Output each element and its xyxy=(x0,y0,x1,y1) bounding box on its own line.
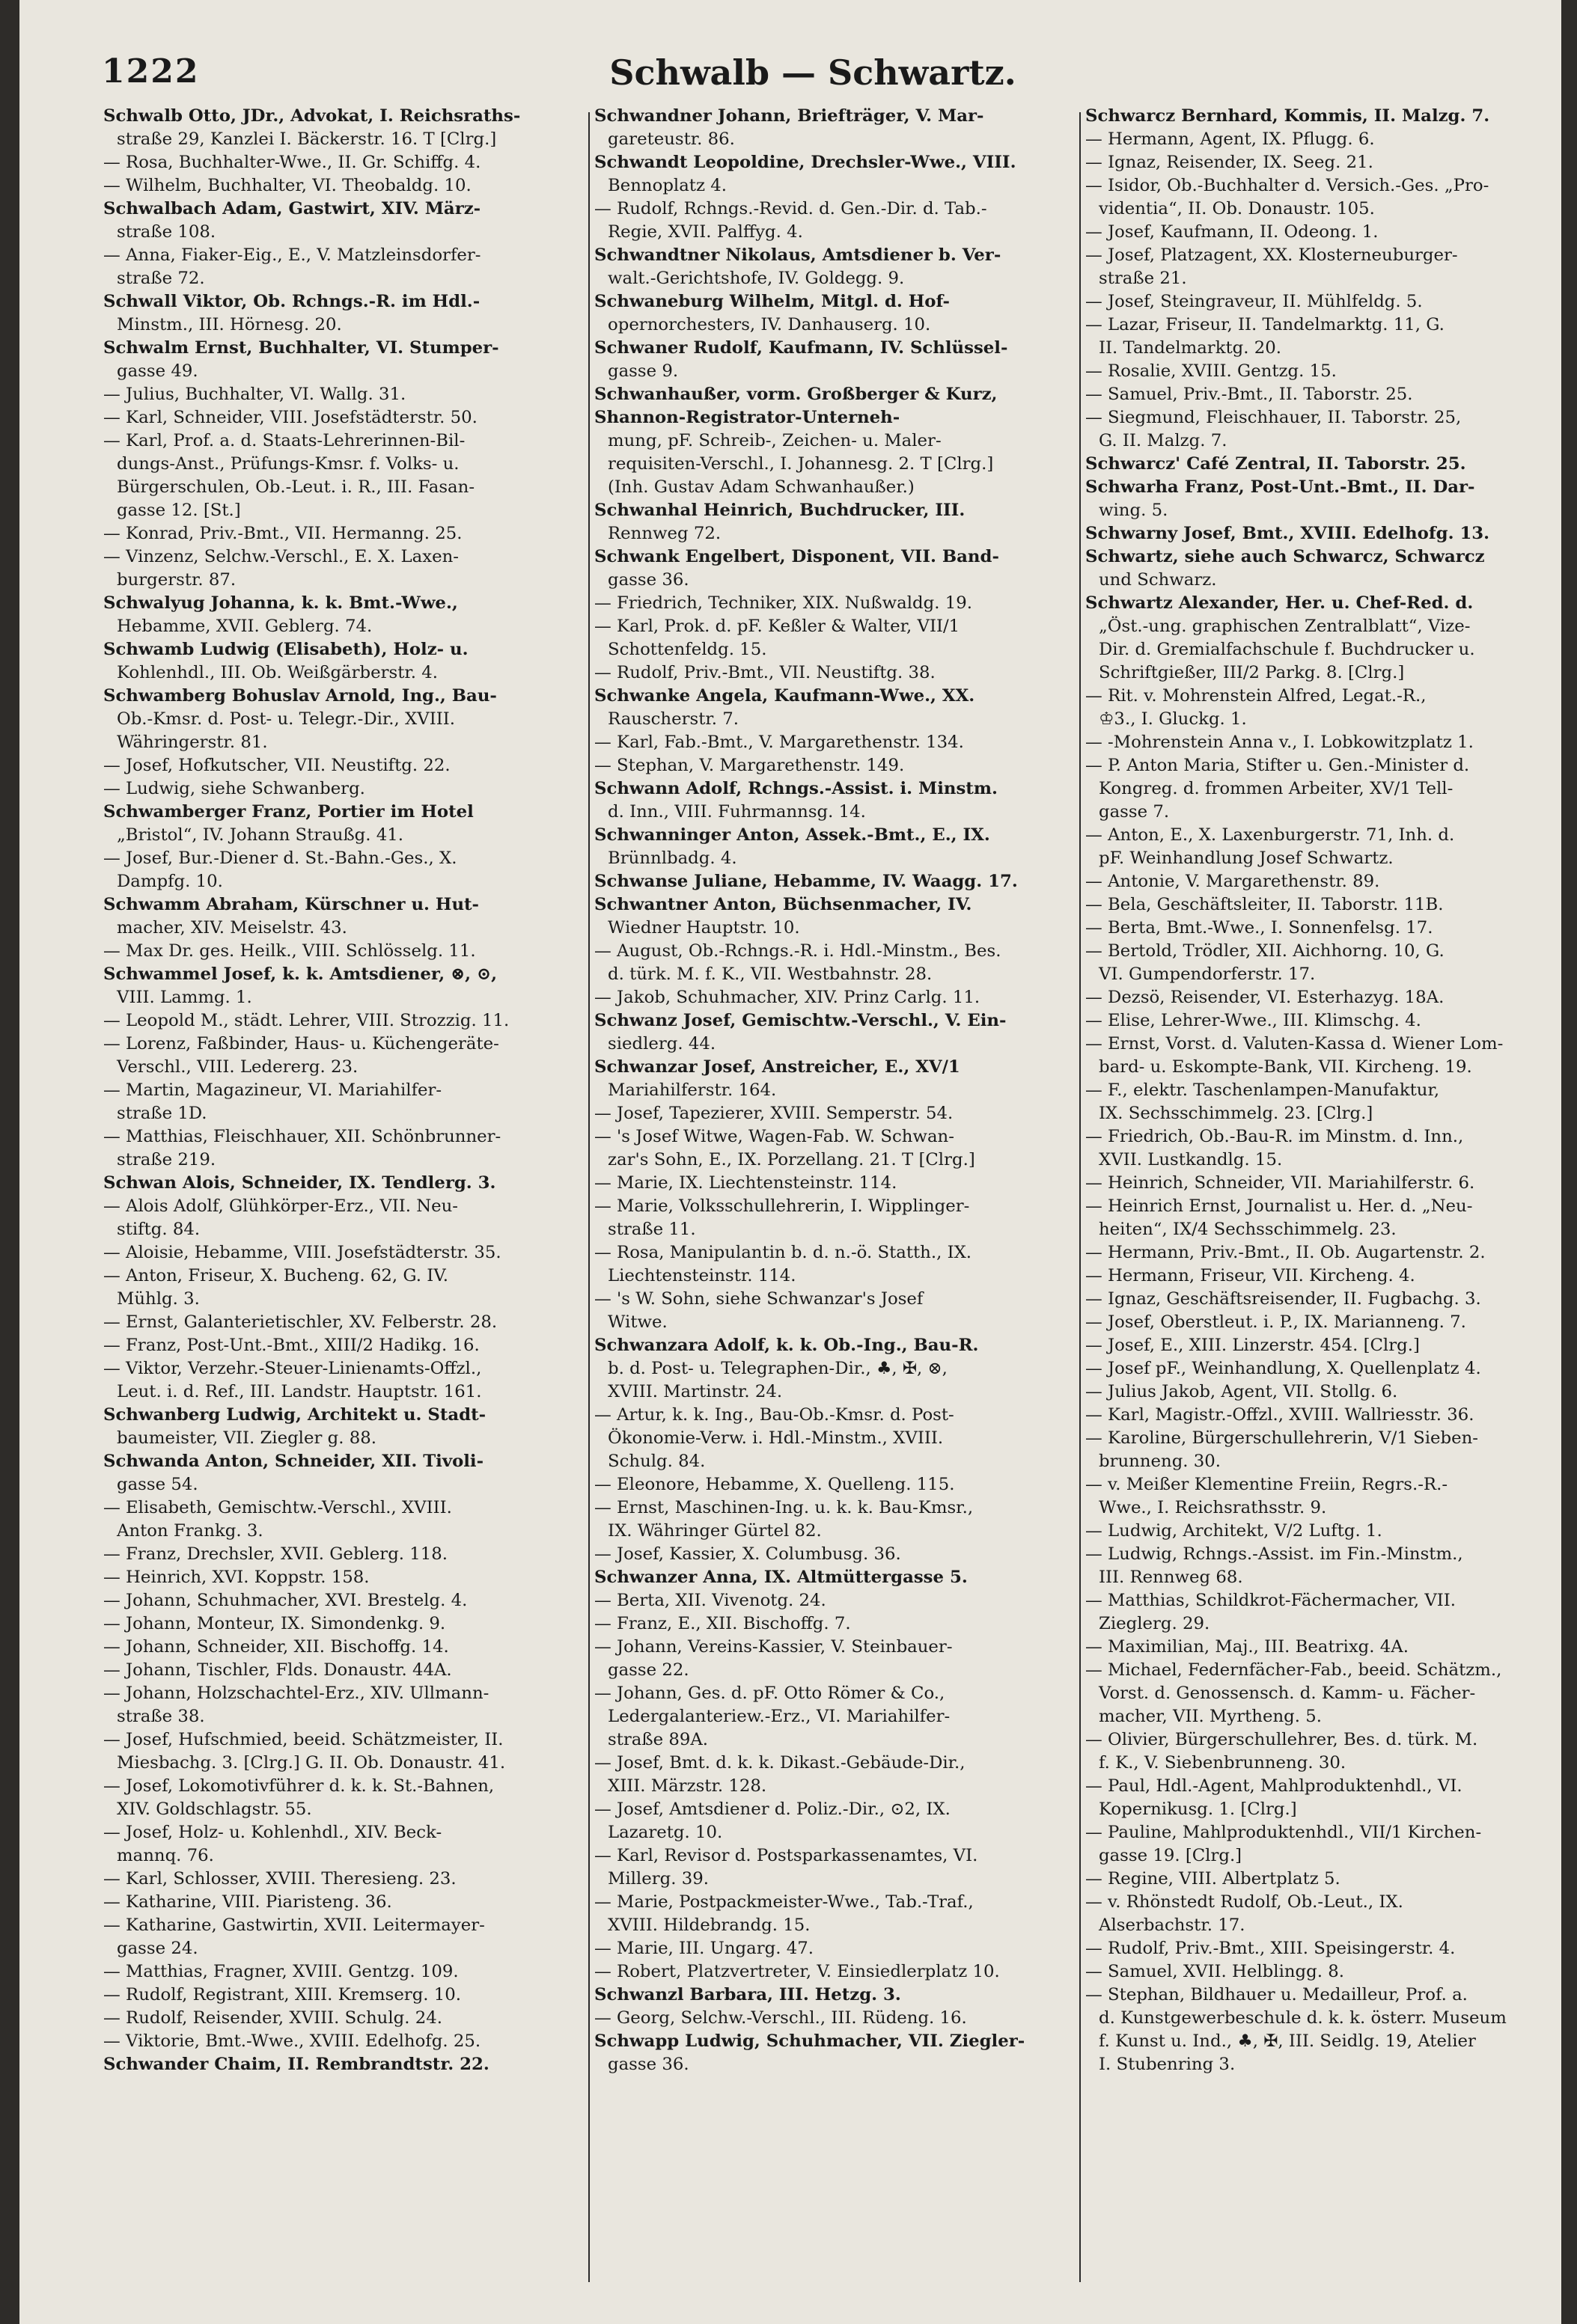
directory-entry-line: straße 1D. xyxy=(117,1104,207,1123)
directory-entry-line: Schwanke Angela, Kaufmann-Wwe., XX. xyxy=(594,686,975,706)
directory-entry-line: Schwan Alois, Schneider, IX. Tendlerg. 3. xyxy=(103,1173,496,1193)
directory-entry-line: — Marie, Postpackmeister-Wwe., Tab.-Traf., xyxy=(594,1892,974,1912)
directory-entry-line: straße 21. xyxy=(1099,269,1187,288)
directory-entry-line: — Karl, Schlosser, XVIII. Theresieng. 23. xyxy=(103,1869,457,1889)
directory-entry-line: — Konrad, Priv.-Bmt., VII. Hermanng. 25. xyxy=(103,524,463,543)
directory-entry-line: Dir. d. Gremialfachschule f. Buchdrucker u. xyxy=(1099,640,1475,659)
directory-entry-line: macher, VII. Myrtheng. 5. xyxy=(1099,1707,1322,1726)
directory-entry-line: — Marie, Volksschullehrerin, I. Wipplinger- xyxy=(594,1196,970,1216)
directory-entry-line: Kopernikusg. 1. [Clrg.] xyxy=(1099,1799,1297,1819)
directory-entry-line: pF. Weinhandlung Josef Schwartz. xyxy=(1099,848,1394,868)
directory-entry-line: — Johann, Vereins-Kassier, V. Steinbauer- xyxy=(594,1637,953,1657)
directory-entry-line: — Olivier, Bürgerschullehrer, Bes. d. türk. M. xyxy=(1085,1730,1478,1749)
directory-entry-line: — Josef, Bur.-Diener d. St.-Bahn.-Ges., X. xyxy=(103,848,457,868)
directory-entry-line: Ledergalanteriew.-Erz., VI. Mariahilfer- xyxy=(608,1707,951,1726)
directory-entry-line: — Anna, Fiaker-Eig., E., V. Matzleinsdorfer- xyxy=(103,245,481,265)
directory-entry-line: — Josef, Steingraveur, II. Mühlfeldg. 5. xyxy=(1085,292,1423,311)
directory-entry-line: stiftg. 84. xyxy=(117,1220,201,1239)
directory-entry-line: — Georg, Selchw.-Verschl., III. Rüdeng. 16. xyxy=(594,2008,967,2028)
directory-entry-line: Liechtensteinstr. 114. xyxy=(608,1266,796,1285)
directory-entry-line: Schwanz Josef, Gemischtw.-Verschl., V. Ein- xyxy=(594,1011,1007,1030)
directory-entry-line: Schwanda Anton, Schneider, XII. Tivoli- xyxy=(103,1452,484,1471)
directory-entry-line: II. Tandelmarktg. 20. xyxy=(1099,338,1282,358)
directory-entry-line: Verschl., VIII. Ledererg. 23. xyxy=(117,1057,359,1077)
directory-entry-line: „Bristol“, IV. Johann Straußg. 41. xyxy=(117,825,404,845)
directory-entry-line: gareteustr. 86. xyxy=(608,129,735,149)
directory-entry-line: — Hermann, Agent, IX. Pflugg. 6. xyxy=(1085,129,1375,149)
directory-entry-line: — Josef, Kassier, X. Columbusg. 36. xyxy=(594,1544,901,1564)
directory-entry-line: — Rit. v. Mohrenstein Alfred, Legat.-R., xyxy=(1085,686,1427,706)
directory-entry-line: Schwanberg Ludwig, Architekt u. Stadt- xyxy=(103,1405,486,1425)
directory-entry-line: — Ernst, Galanterietischler, XV. Felberstr. 28. xyxy=(103,1312,498,1332)
directory-entry-line: Schwandner Johann, Briefträger, V. Mar- xyxy=(594,106,984,126)
directory-entry-line: Schottenfeldg. 15. xyxy=(608,640,767,659)
directory-entry-line: — Alois Adolf, Glühkörper-Erz., VII. Neu- xyxy=(103,1196,459,1216)
directory-entry-line: Schwandt Leopoldine, Drechsler-Wwe., VIII. xyxy=(594,153,1016,172)
directory-entry-line: straße 11. xyxy=(608,1220,696,1239)
directory-entry-line: Schwalbach Adam, Gastwirt, XIV. März- xyxy=(103,199,481,218)
directory-entry-line: Schwanzara Adolf, k. k. Ob.-Ing., Bau-R. xyxy=(594,1336,979,1355)
directory-entry-line: mung, pF. Schreib-, Zeichen- u. Maler- xyxy=(608,431,942,450)
directory-entry-line: XIII. Märzstr. 128. xyxy=(608,1776,767,1796)
directory-entry-line: Schwank Engelbert, Disponent, VII. Band- xyxy=(594,547,999,566)
directory-entry-line: — Wilhelm, Buchhalter, VI. Theobaldg. 10. xyxy=(103,176,472,195)
directory-entry-line: — Ignaz, Reisender, IX. Seeg. 21. xyxy=(1085,153,1373,172)
directory-entry-line: Schwall Viktor, Ob. Rchngs.-R. im Hdl.- xyxy=(103,292,481,311)
directory-entry-line: d. Kunstgewerbeschule d. k. k. österr. Museum xyxy=(1099,2008,1507,2028)
directory-entry-line: macher, XIV. Meiselstr. 43. xyxy=(117,918,347,938)
directory-entry-line: — Michael, Federnfächer-Fab., beeid. Schätzm., xyxy=(1085,1660,1502,1680)
directory-entry-line: — Heinrich, XVI. Koppstr. 158. xyxy=(103,1568,370,1587)
directory-entry-line: gasse 49. xyxy=(117,361,198,381)
directory-entry-line: Schwalyug Johanna, k. k. Bmt.-Wwe., xyxy=(103,593,458,613)
directory-entry-line: — Franz, Drechsler, XVII. Geblerg. 118. xyxy=(103,1544,448,1564)
directory-entry-line: ♔3., I. Gluckg. 1. xyxy=(1099,709,1247,729)
directory-entry-line: Rennweg 72. xyxy=(608,524,722,543)
directory-entry-line: Schulg. 84. xyxy=(608,1452,706,1471)
page-header xyxy=(94,52,1531,105)
directory-entry-line: straße 219. xyxy=(117,1150,216,1169)
directory-entry-line: Schriftgießer, III/2 Parkg. 8. [Clrg.] xyxy=(1099,663,1405,682)
directory-entry-line: Millerg. 39. xyxy=(608,1869,709,1889)
directory-entry-line: — Jakob, Schuhmacher, XIV. Prinz Carlg. 11. xyxy=(594,988,980,1007)
directory-entry-line: Schwalb Otto, JDr., Advokat, I. Reichsraths- xyxy=(103,106,521,126)
directory-entry-line: — Heinrich Ernst, Journalist u. Her. d. „Neu- xyxy=(1085,1196,1473,1216)
directory-entry-line: — Julius Jakob, Agent, VII. Stollg. 6. xyxy=(1085,1382,1398,1401)
directory-entry-line: VIII. Lammg. 1. xyxy=(117,988,252,1007)
directory-entry-line: — Ernst, Vorst. d. Valuten-Kassa d. Wiener Lom- xyxy=(1085,1034,1504,1054)
directory-entry-line: dungs-Anst., Prüfungs-Kmsr. f. Volks- u. xyxy=(117,454,460,474)
directory-entry-line: — Elise, Lehrer-Wwe., III. Klimschg. 4. xyxy=(1085,1011,1421,1030)
directory-entry-line: — Josef, Lokomotivführer d. k. k. St.-Bahnen, xyxy=(103,1776,495,1796)
directory-entry-line: — Ludwig, siehe Schwanberg. xyxy=(103,779,365,798)
directory-entry-line: — Josef, Tapezierer, XVIII. Semperstr. 54. xyxy=(594,1104,954,1123)
directory-entry-line: Mariahilferstr. 164. xyxy=(608,1080,777,1100)
directory-entry-line: — Max Dr. ges. Heilk., VIII. Schlösselg. 11. xyxy=(103,941,476,961)
directory-entry-line: XVIII. Hildebrandg. 15. xyxy=(608,1915,811,1935)
directory-entry-line: — -Mohrenstein Anna v., I. Lobkowitzplatz 1. xyxy=(1085,733,1474,752)
directory-entry-line: Bennoplatz 4. xyxy=(608,176,727,195)
directory-entry-line: — Karl, Prok. d. pF. Keßler & Walter, VII/1 xyxy=(594,617,960,636)
directory-entry-line: — Eleonore, Hebamme, X. Quelleng. 115. xyxy=(594,1475,955,1494)
directory-entry-line: — Samuel, Priv.-Bmt., II. Taborstr. 25. xyxy=(1085,385,1413,404)
directory-entry-line: — Johann, Schuhmacher, XVI. Brestelg. 4. xyxy=(103,1591,468,1610)
directory-entry-line: — Matthias, Fragner, XVIII. Gentzg. 109. xyxy=(103,1962,459,1981)
directory-entry-line: — Josef, Hufschmied, beeid. Schätzmeister, II. xyxy=(103,1730,504,1749)
directory-entry-line: — Matthias, Fleischhauer, XII. Schönbrunner- xyxy=(103,1127,501,1146)
directory-entry-line: Bürgerschulen, Ob.-Leut. i. R., III. Fasan- xyxy=(117,477,475,497)
directory-entry-line: IX. Währinger Gürtel 82. xyxy=(608,1521,822,1541)
directory-entry-line: Schwanninger Anton, Assek.-Bmt., E., IX. xyxy=(594,825,990,845)
directory-entry-line: d. Inn., VIII. Fuhrmannsg. 14. xyxy=(608,802,866,822)
directory-entry-line: Schwantner Anton, Büchsenmacher, IV. xyxy=(594,895,972,914)
directory-entry-line: — Ignaz, Geschäftsreisender, II. Fugbachg. 3. xyxy=(1085,1289,1481,1309)
directory-entry-line: Schwarha Franz, Post-Unt.-Bmt., II. Dar- xyxy=(1085,477,1475,497)
directory-entry-line: — Regine, VIII. Albertplatz 5. xyxy=(1085,1869,1340,1889)
directory-entry-line: — Franz, Post-Unt.-Bmt., XIII/2 Hadikg. 16. xyxy=(103,1336,480,1355)
directory-entry-line: Schwanzar Josef, Anstreicher, E., XV/1 xyxy=(594,1057,960,1077)
directory-entry-line: Schwanzer Anna, IX. Altmüttergasse 5. xyxy=(594,1568,968,1587)
directory-entry-line: „Öst.-ung. graphischen Zentralblatt“, Vize- xyxy=(1099,617,1471,636)
directory-entry-line: requisiten-Verschl., I. Johannesg. 2. T [Clrg.] xyxy=(608,454,994,474)
directory-entry-line: Schwann Adolf, Rchngs.-Assist. i. Minstm. xyxy=(594,779,998,798)
directory-entry-line: — Josef, Platzagent, XX. Klosterneuburger- xyxy=(1085,245,1458,265)
directory-entry-line: videntia“, II. Ob. Donaustr. 105. xyxy=(1099,199,1375,218)
directory-entry-line: wing. 5. xyxy=(1099,501,1168,520)
directory-entry-line: — Rudolf, Reisender, XVIII. Schulg. 24. xyxy=(103,2008,442,2028)
directory-entry-line: brunneng. 30. xyxy=(1099,1452,1221,1471)
directory-entry-line: — Siegmund, Fleischhauer, II. Taborstr. 25, xyxy=(1085,408,1462,427)
directory-entry-line: Brünnlbadg. 4. xyxy=(608,848,737,868)
directory-entry-line: Wiedner Hauptstr. 10. xyxy=(608,918,800,938)
directory-entry-line: — Vinzenz, Selchw.-Verschl., E. X. Laxen- xyxy=(103,547,459,566)
directory-entry-line: Schwandtner Nikolaus, Amtsdiener b. Ver- xyxy=(594,245,1001,265)
directory-entry-line: Schwanhaußer, vorm. Großberger & Kurz, xyxy=(594,385,998,404)
directory-entry-line: — Isidor, Ob.-Buchhalter d. Versich.-Ges. „Pro- xyxy=(1085,176,1489,195)
directory-entry-line: — Matthias, Schildkrot-Fächermacher, VII. xyxy=(1085,1591,1456,1610)
directory-entry-line: Zieglerg. 29. xyxy=(1099,1614,1210,1633)
directory-entry-line: — Berta, XII. Vivenotg. 24. xyxy=(594,1591,826,1610)
directory-entry-line: — Johann, Schneider, XII. Bischoffg. 14. xyxy=(103,1637,449,1657)
directory-entry-line: — Josef, Oberstleut. i. P., IX. Marianneng. 7. xyxy=(1085,1312,1466,1332)
directory-entry-line: Schwartz, siehe auch Schwarcz, Schwarcz xyxy=(1085,547,1485,566)
directory-entry-line: Schwalm Ernst, Buchhalter, VI. Stumper- xyxy=(103,338,499,358)
directory-entry-line: G. II. Malzg. 7. xyxy=(1099,431,1227,450)
directory-entry-line: Lazaretg. 10. xyxy=(608,1823,723,1842)
directory-entry-line: — Stephan, Bildhauer u. Medailleur, Prof. a. xyxy=(1085,1985,1468,2005)
directory-entry-line: VI. Gumpendorferstr. 17. xyxy=(1099,964,1316,984)
directory-entry-line: Ob.-Kmsr. d. Post- u. Telegr.-Dir., XVIII. xyxy=(117,709,455,729)
directory-entry-line: f. Kunst u. Ind., ♣, ✠, III. Seidlg. 19, Atelier xyxy=(1099,2031,1476,2051)
directory-entry-line: XVII. Lustkandlg. 15. xyxy=(1099,1150,1283,1169)
directory-entry-line: XVIII. Martinstr. 24. xyxy=(608,1382,783,1401)
directory-entry-line: Schwanhal Heinrich, Buchdrucker, III. xyxy=(594,501,966,520)
directory-page xyxy=(19,0,1561,2324)
directory-entry-line: — Rudolf, Registrant, XIII. Kremserg. 10. xyxy=(103,1985,462,2005)
directory-entry-line: — Josef pF., Weinhandlung, X. Quellenplatz 4. xyxy=(1085,1359,1481,1378)
directory-entry-line: — Pauline, Mahlproduktenhdl., VII/1 Kirchen- xyxy=(1085,1823,1482,1842)
directory-entry-line: Kongreg. d. frommen Arbeiter, XV/1 Tell- xyxy=(1099,779,1454,798)
directory-entry-line: III. Rennweg 68. xyxy=(1099,1568,1243,1587)
directory-entry-line: — Johann, Tischler, Flds. Donaustr. 44A. xyxy=(103,1660,452,1680)
directory-entry-line: straße 72. xyxy=(117,269,205,288)
directory-entry-line: — Julius, Buchhalter, VI. Wallg. 31. xyxy=(103,385,406,404)
directory-entry-line: siedlerg. 44. xyxy=(608,1034,716,1054)
directory-entry-line: gasse 36. xyxy=(608,570,689,590)
directory-entry-line: — Paul, Hdl.-Agent, Mahlproduktenhdl., VI. xyxy=(1085,1776,1462,1796)
directory-entry-line: Schwamberger Franz, Portier im Hotel xyxy=(103,802,474,822)
directory-entry-line: burgerstr. 87. xyxy=(117,570,237,590)
directory-entry-line: — Karl, Schneider, VIII. Josefstädterstr. 50. xyxy=(103,408,478,427)
directory-entry-line: — Rosa, Buchhalter-Wwe., II. Gr. Schiffg. 4. xyxy=(103,153,481,172)
directory-entry-line: — Josef, Kaufmann, II. Odeong. 1. xyxy=(1085,222,1379,242)
directory-entry-line: Schwarcz' Café Zentral, II. Taborstr. 25. xyxy=(1085,454,1466,474)
directory-entry-line: — Berta, Bmt.-Wwe., I. Sonnenfelsg. 17. xyxy=(1085,918,1433,938)
directory-entry-line: — Johann, Ges. d. pF. Otto Römer & Co., xyxy=(594,1684,945,1703)
directory-entry-line: Schwander Chaim, II. Rembrandtstr. 22. xyxy=(103,2055,489,2074)
column-3 xyxy=(1085,105,1561,2076)
directory-entry-line: f. K., V. Siebenbrunneng. 30. xyxy=(1099,1753,1346,1773)
directory-entry-line: — Bertold, Trödler, XII. Aichhorng. 10, G. xyxy=(1085,941,1445,961)
directory-entry-line: Alserbachstr. 17. xyxy=(1099,1915,1245,1935)
directory-entry-line: bard- u. Eskompte-Bank, VII. Kircheng. 19. xyxy=(1099,1057,1472,1077)
directory-entry-line: Schwammel Josef, k. k. Amtsdiener, ⊗, ⊙, xyxy=(103,964,498,984)
directory-entry-line: — F., elektr. Taschenlampen-Manufaktur, xyxy=(1085,1080,1440,1100)
directory-entry-line: b. d. Post- u. Telegraphen-Dir., ♣, ✠, ⊗, xyxy=(608,1359,948,1378)
directory-entry-line: Rauscherstr. 7. xyxy=(608,709,739,729)
directory-entry-line: Schwanzl Barbara, III. Hetzg. 3. xyxy=(594,1985,901,2005)
directory-entry-line: — Johann, Monteur, IX. Simondenkg. 9. xyxy=(103,1614,446,1633)
directory-entry-line: straße 108. xyxy=(117,222,216,242)
directory-entry-line: — Viktorie, Bmt.-Wwe., XVIII. Edelhofg. 25. xyxy=(103,2031,481,2051)
directory-entry-line: heiten“, IX/4 Sechsschimmelg. 23. xyxy=(1099,1220,1397,1239)
directory-entry-line: Miesbachg. 3. [Clrg.] G. II. Ob. Donaustr. 41. xyxy=(117,1753,506,1773)
directory-entry-line: Kohlenhdl., III. Ob. Weißgärberstr. 4. xyxy=(117,663,439,682)
directory-entry-line: und Schwarz. xyxy=(1099,570,1217,590)
directory-entry-line: Shannon-Registrator-Unterneh- xyxy=(594,408,900,427)
directory-entry-line: — Leopold M., städt. Lehrer, VIII. Strozzig. 11. xyxy=(103,1011,510,1030)
directory-entry-line: straße 29, Kanzlei I. Bäckerstr. 16. T [Clrg.] xyxy=(117,129,497,149)
directory-entry-line: Regie, XVII. Palffyg. 4. xyxy=(608,222,803,242)
directory-entry-line: Schwamm Abraham, Kürschner u. Hut- xyxy=(103,895,480,914)
directory-entry-line: Mühlg. 3. xyxy=(117,1289,200,1309)
directory-entry-line: — Ludwig, Architekt, V/2 Luftg. 1. xyxy=(1085,1521,1382,1541)
directory-entry-line: — Lorenz, Faßbinder, Haus- u. Küchengeräte- xyxy=(103,1034,499,1054)
column-1 xyxy=(103,105,582,2076)
directory-entry-line: Schwamberg Bohuslav Arnold, Ing., Bau- xyxy=(103,686,497,706)
directory-entry-line: — Josef, Bmt. d. k. k. Dikast.-Gebäude-Dir., xyxy=(594,1753,966,1773)
directory-entry-line: zar's Sohn, E., IX. Porzellang. 21. T [Clrg.] xyxy=(608,1150,975,1169)
directory-entry-line: — Bela, Geschäftsleiter, II. Taborstr. 11B. xyxy=(1085,895,1444,914)
directory-entry-line: gasse 9. xyxy=(608,361,679,381)
directory-entry-line: — Robert, Platzvertreter, V. Einsiedlerplatz 10. xyxy=(594,1962,1000,1981)
page-number: 1222 xyxy=(102,52,200,91)
column-divider xyxy=(588,112,590,2282)
directory-entry-line: Minstm., III. Hörnesg. 20. xyxy=(117,315,342,334)
directory-entry-line: — Karoline, Bürgerschullehrerin, V/1 Sieben- xyxy=(1085,1428,1478,1448)
directory-entry-line: — Anton, Friseur, X. Bucheng. 62, G. IV. xyxy=(103,1266,449,1285)
column-2 xyxy=(594,105,1073,2076)
directory-entry-line: Ökonomie-Verw. i. Hdl.-Minstm., XVIII. xyxy=(608,1428,944,1448)
directory-entry-line: Schwarcz Bernhard, Kommis, II. Malzg. 7. xyxy=(1085,106,1490,126)
directory-entry-line: — Josef, Hofkutscher, VII. Neustiftg. 22. xyxy=(103,756,451,775)
directory-entry-line: Wwe., I. Reichsrathsstr. 9. xyxy=(1099,1498,1327,1517)
directory-entry-line: — Katharine, VIII. Piaristeng. 36. xyxy=(103,1892,392,1912)
directory-entry-line: gasse 24. xyxy=(117,1939,198,1958)
directory-entry-line: d. türk. M. f. K., VII. Westbahnstr. 28. xyxy=(608,964,933,984)
directory-entry-line: — Heinrich, Schneider, VII. Mariahilferstr. 6. xyxy=(1085,1173,1475,1193)
directory-entry-line: — Hermann, Priv.-Bmt., II. Ob. Augartenstr. 2. xyxy=(1085,1243,1486,1262)
directory-entry-line: Schwanse Juliane, Hebamme, IV. Waagg. 17. xyxy=(594,872,1018,891)
directory-entry-line: IX. Sechsschimmelg. 23. [Clrg.] xyxy=(1099,1104,1373,1123)
directory-entry-line: Hebamme, XVII. Geblerg. 74. xyxy=(117,617,373,636)
directory-entry-line: XIV. Goldschlagstr. 55. xyxy=(117,1799,312,1819)
directory-entry-line: — Artur, k. k. Ing., Bau-Ob.-Kmsr. d. Post- xyxy=(594,1405,954,1425)
directory-entry-line: — Hermann, Friseur, VII. Kircheng. 4. xyxy=(1085,1266,1415,1285)
directory-entry-line: — v. Rhönstedt Rudolf, Ob.-Leut., IX. xyxy=(1085,1892,1403,1912)
directory-entry-line: Schwartz Alexander, Her. u. Chef-Red. d. xyxy=(1085,593,1474,613)
directory-entry-line: (Inh. Gustav Adam Schwanhaußer.) xyxy=(608,477,915,497)
directory-entry-line: Leut. i. d. Ref., III. Landstr. Hauptstr. 161. xyxy=(117,1382,482,1401)
directory-entry-line: — Karl, Fab.-Bmt., V. Margarethenstr. 134. xyxy=(594,733,964,752)
directory-entry-line: — Rudolf, Priv.-Bmt., VII. Neustiftg. 38. xyxy=(594,663,936,682)
directory-entry-line: mannq. 76. xyxy=(117,1846,214,1865)
directory-entry-line: — Karl, Revisor d. Postsparkassenamtes, VI. xyxy=(594,1846,978,1865)
directory-entry-line: walt.-Gerichtshofe, IV. Goldegg. 9. xyxy=(608,269,905,288)
directory-entry-line: — Ernst, Maschinen-Ing. u. k. k. Bau-Kmsr., xyxy=(594,1498,974,1517)
directory-entry-line: — Maximilian, Maj., III. Beatrixg. 4A. xyxy=(1085,1637,1409,1657)
directory-entry-line: — Karl, Prof. a. d. Staats-Lehrerinnen-Bil- xyxy=(103,431,466,450)
directory-entry-line: gasse 22. xyxy=(608,1660,689,1680)
directory-entry-line: — Josef, Holz- u. Kohlenhdl., XIV. Beck- xyxy=(103,1823,442,1842)
directory-entry-line: baumeister, VII. Ziegler g. 88. xyxy=(117,1428,376,1448)
directory-entry-line: — Viktor, Verzehr.-Steuer-Linienamts-Offzl., xyxy=(103,1359,482,1378)
directory-entry-line: — Johann, Holzschachtel-Erz., XIV. Ullmann- xyxy=(103,1684,489,1703)
directory-entry-line: — Rosa, Manipulantin b. d. n.-ö. Statth., IX. xyxy=(594,1243,972,1262)
directory-entry-line: — Marie, III. Ungarg. 47. xyxy=(594,1939,814,1958)
directory-entry-line: — Lazar, Friseur, II. Tandelmarktg. 11, G. xyxy=(1085,315,1445,334)
directory-entry-line: Anton Frankg. 3. xyxy=(117,1521,263,1541)
directory-entry-line: Witwe. xyxy=(608,1312,668,1332)
directory-entry-line: Schwarny Josef, Bmt., XVIII. Edelhofg. 13. xyxy=(1085,524,1490,543)
directory-entry-line: straße 38. xyxy=(117,1707,205,1726)
directory-entry-line: — Katharine, Gastwirtin, XVII. Leitermayer- xyxy=(103,1915,485,1935)
directory-entry-line: — Rudolf, Rchngs.-Revid. d. Gen.-Dir. d. Tab.- xyxy=(594,199,987,218)
directory-entry-line: — 's W. Sohn, siehe Schwanzar's Josef xyxy=(594,1289,924,1309)
directory-entry-line: — Karl, Magistr.-Offzl., XVIII. Wallriesstr. 36. xyxy=(1085,1405,1474,1425)
directory-entry-line: straße 89A. xyxy=(608,1730,709,1749)
directory-entry-line: Schwaner Rudolf, Kaufmann, IV. Schlüssel- xyxy=(594,338,1008,358)
directory-entry-line: Schwaneburg Wilhelm, Mitgl. d. Hof- xyxy=(594,292,950,311)
directory-entry-line: — Martin, Magazineur, VI. Mariahilfer- xyxy=(103,1080,442,1100)
directory-entry-line: — Josef, E., XIII. Linzerstr. 454. [Clrg.] xyxy=(1085,1336,1420,1355)
directory-entry-line: — Franz, E., XII. Bischoffg. 7. xyxy=(594,1614,851,1633)
directory-entry-line: — Friedrich, Techniker, XIX. Nußwaldg. 19. xyxy=(594,593,972,613)
directory-entry-line: — Samuel, XVII. Helblingg. 8. xyxy=(1085,1962,1344,1981)
directory-entry-line: — v. Meißer Klementine Freiin, Regrs.-R.- xyxy=(1085,1475,1448,1494)
directory-entry-line: Schwamb Ludwig (Elisabeth), Holz- u. xyxy=(103,640,469,659)
directory-entry-line: gasse 54. xyxy=(117,1475,198,1494)
directory-entry-line: — Marie, IX. Liechtensteinstr. 114. xyxy=(594,1173,897,1193)
directory-entry-line: — Ludwig, Rchngs.-Assist. im Fin.-Minstm., xyxy=(1085,1544,1463,1564)
directory-entry-line: — P. Anton Maria, Stifter u. Gen.-Minister d. xyxy=(1085,756,1470,775)
column-divider xyxy=(1079,112,1081,2282)
directory-entry-line: gasse 7. xyxy=(1099,802,1170,822)
directory-entry-line: — Rosalie, XVIII. Gentzg. 15. xyxy=(1085,361,1337,381)
directory-entry-line: Vorst. d. Genossensch. d. Kamm- u. Fächer- xyxy=(1099,1684,1476,1703)
directory-entry-line: I. Stubenring 3. xyxy=(1099,2055,1236,2074)
directory-entry-line: — Dezsö, Reisender, VI. Esterhazyg. 18A. xyxy=(1085,988,1445,1007)
directory-entry-line: Schwapp Ludwig, Schuhmacher, VII. Ziegler- xyxy=(594,2031,1025,2051)
directory-entry-line: gasse 19. [Clrg.] xyxy=(1099,1846,1242,1865)
directory-entry-line: — Elisabeth, Gemischtw.-Verschl., XVIII. xyxy=(103,1498,452,1517)
directory-entry-line: Währingerstr. 81. xyxy=(117,733,268,752)
directory-entry-line: Dampfg. 10. xyxy=(117,872,223,891)
running-head: Schwalb — Schwartz. xyxy=(609,52,1016,93)
directory-entry-line: — Josef, Amtsdiener d. Poliz.-Dir., ⊙2, IX. xyxy=(594,1799,951,1819)
directory-entry-line: — Stephan, V. Margarethenstr. 149. xyxy=(594,756,905,775)
directory-entry-line: — Aloisie, Hebamme, VIII. Josefstädterstr. 35. xyxy=(103,1243,501,1262)
directory-entry-line: — Antonie, V. Margarethenstr. 89. xyxy=(1085,872,1380,891)
directory-entry-line: gasse 12. [St.] xyxy=(117,501,241,520)
directory-entry-line: — August, Ob.-Rchngs.-R. i. Hdl.-Minstm., Bes. xyxy=(594,941,1001,961)
directory-entry-line: opernorchesters, IV. Danhauserg. 10. xyxy=(608,315,931,334)
directory-entry-line: gasse 36. xyxy=(608,2055,689,2074)
directory-entry-line: — Anton, E., X. Laxenburgerstr. 71, Inh. d. xyxy=(1085,825,1455,845)
directory-entry-line: — Friedrich, Ob.-Bau-R. im Minstm. d. Inn., xyxy=(1085,1127,1464,1146)
directory-entry-line: — Rudolf, Priv.-Bmt., XIII. Speisingerstr. 4. xyxy=(1085,1939,1456,1958)
directory-entry-line: — 's Josef Witwe, Wagen-Fab. W. Schwan- xyxy=(594,1127,954,1146)
